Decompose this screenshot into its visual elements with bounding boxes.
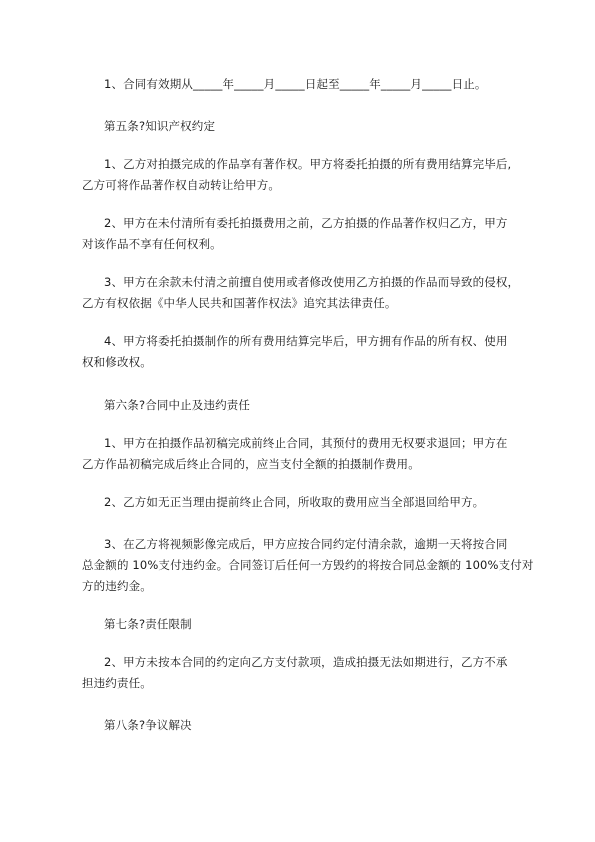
- article-8-heading: 第八条?争议解决: [104, 718, 192, 732]
- article-7-item-2-line-1: 2、甲方未按本合同的约定向乙方支付款项，造成拍摄无法如期进行，乙方不承: [104, 655, 508, 669]
- article-5-item-3-line-1: 3、甲方在余款未付清之前擅自使用或者修改使用乙方拍摄的作品而导致的侵权，: [104, 275, 520, 289]
- article-6-heading: 第六条?合同中止及违约责任: [104, 398, 251, 412]
- article-5-item-1-line-1: 1、乙方对拍摄完成的作品享有著作权。甲方将委托拍摄的所有费用结算完毕后,: [104, 157, 512, 171]
- article-6-item-3-line-2: 总金额的 10%支付违约金。合同签订后任何一方毁约的将按合同总金额的 100%支付对: [82, 558, 534, 572]
- article-5-heading: 第五条?知识产权约定: [104, 119, 216, 133]
- article-6-item-1-line-1: 1、甲方在拍摄作品初稿完成前终止合同，其预付的费用无权要求退回；甲方在: [104, 436, 508, 450]
- article-6-item-1-line-2: 乙方作品初稿完成后终止合同的，应当支付全额的拍摄制作费用。: [82, 457, 420, 471]
- article-6-item-2-line-1: 2、乙方如无正当理由提前终止合同，所收取的费用应当全部退回给甲方。: [104, 495, 485, 509]
- article-5-item-4-line-1: 4、甲方将委托拍摄制作的所有费用结算完毕后，甲方拥有作品的所有权、使用: [104, 334, 508, 348]
- contract-term-line: 1、合同有效期从_____年_____月_____日起至_____年_____月_____日止。: [104, 77, 487, 91]
- article-5-item-3-line-2: 乙方有权依据《中华人民共和国著作权法》追究其法律责任。: [82, 296, 397, 310]
- article-5-item-4-line-2: 权和修改权。: [82, 355, 152, 369]
- article-6-item-3-line-3: 方的违约金。: [82, 579, 152, 593]
- article-5-item-2-line-2: 对该作品不享有任何权利。: [82, 237, 222, 251]
- article-6-item-3-line-1: 3、在乙方将视频影像完成后，甲方应按合同约定付清余款，逾期一天将按合同: [104, 537, 508, 551]
- article-5-item-2-line-1: 2、甲方在未付清所有委托拍摄费用之前，乙方拍摄的作品著作权归乙方，甲方: [104, 216, 508, 230]
- article-7-heading: 第七条?责任限制: [104, 617, 192, 631]
- article-7-item-2-line-2: 担违约责任。: [82, 676, 152, 690]
- article-5-item-1-line-2: 乙方可将作品著作权自动转让给甲方。: [82, 178, 281, 192]
